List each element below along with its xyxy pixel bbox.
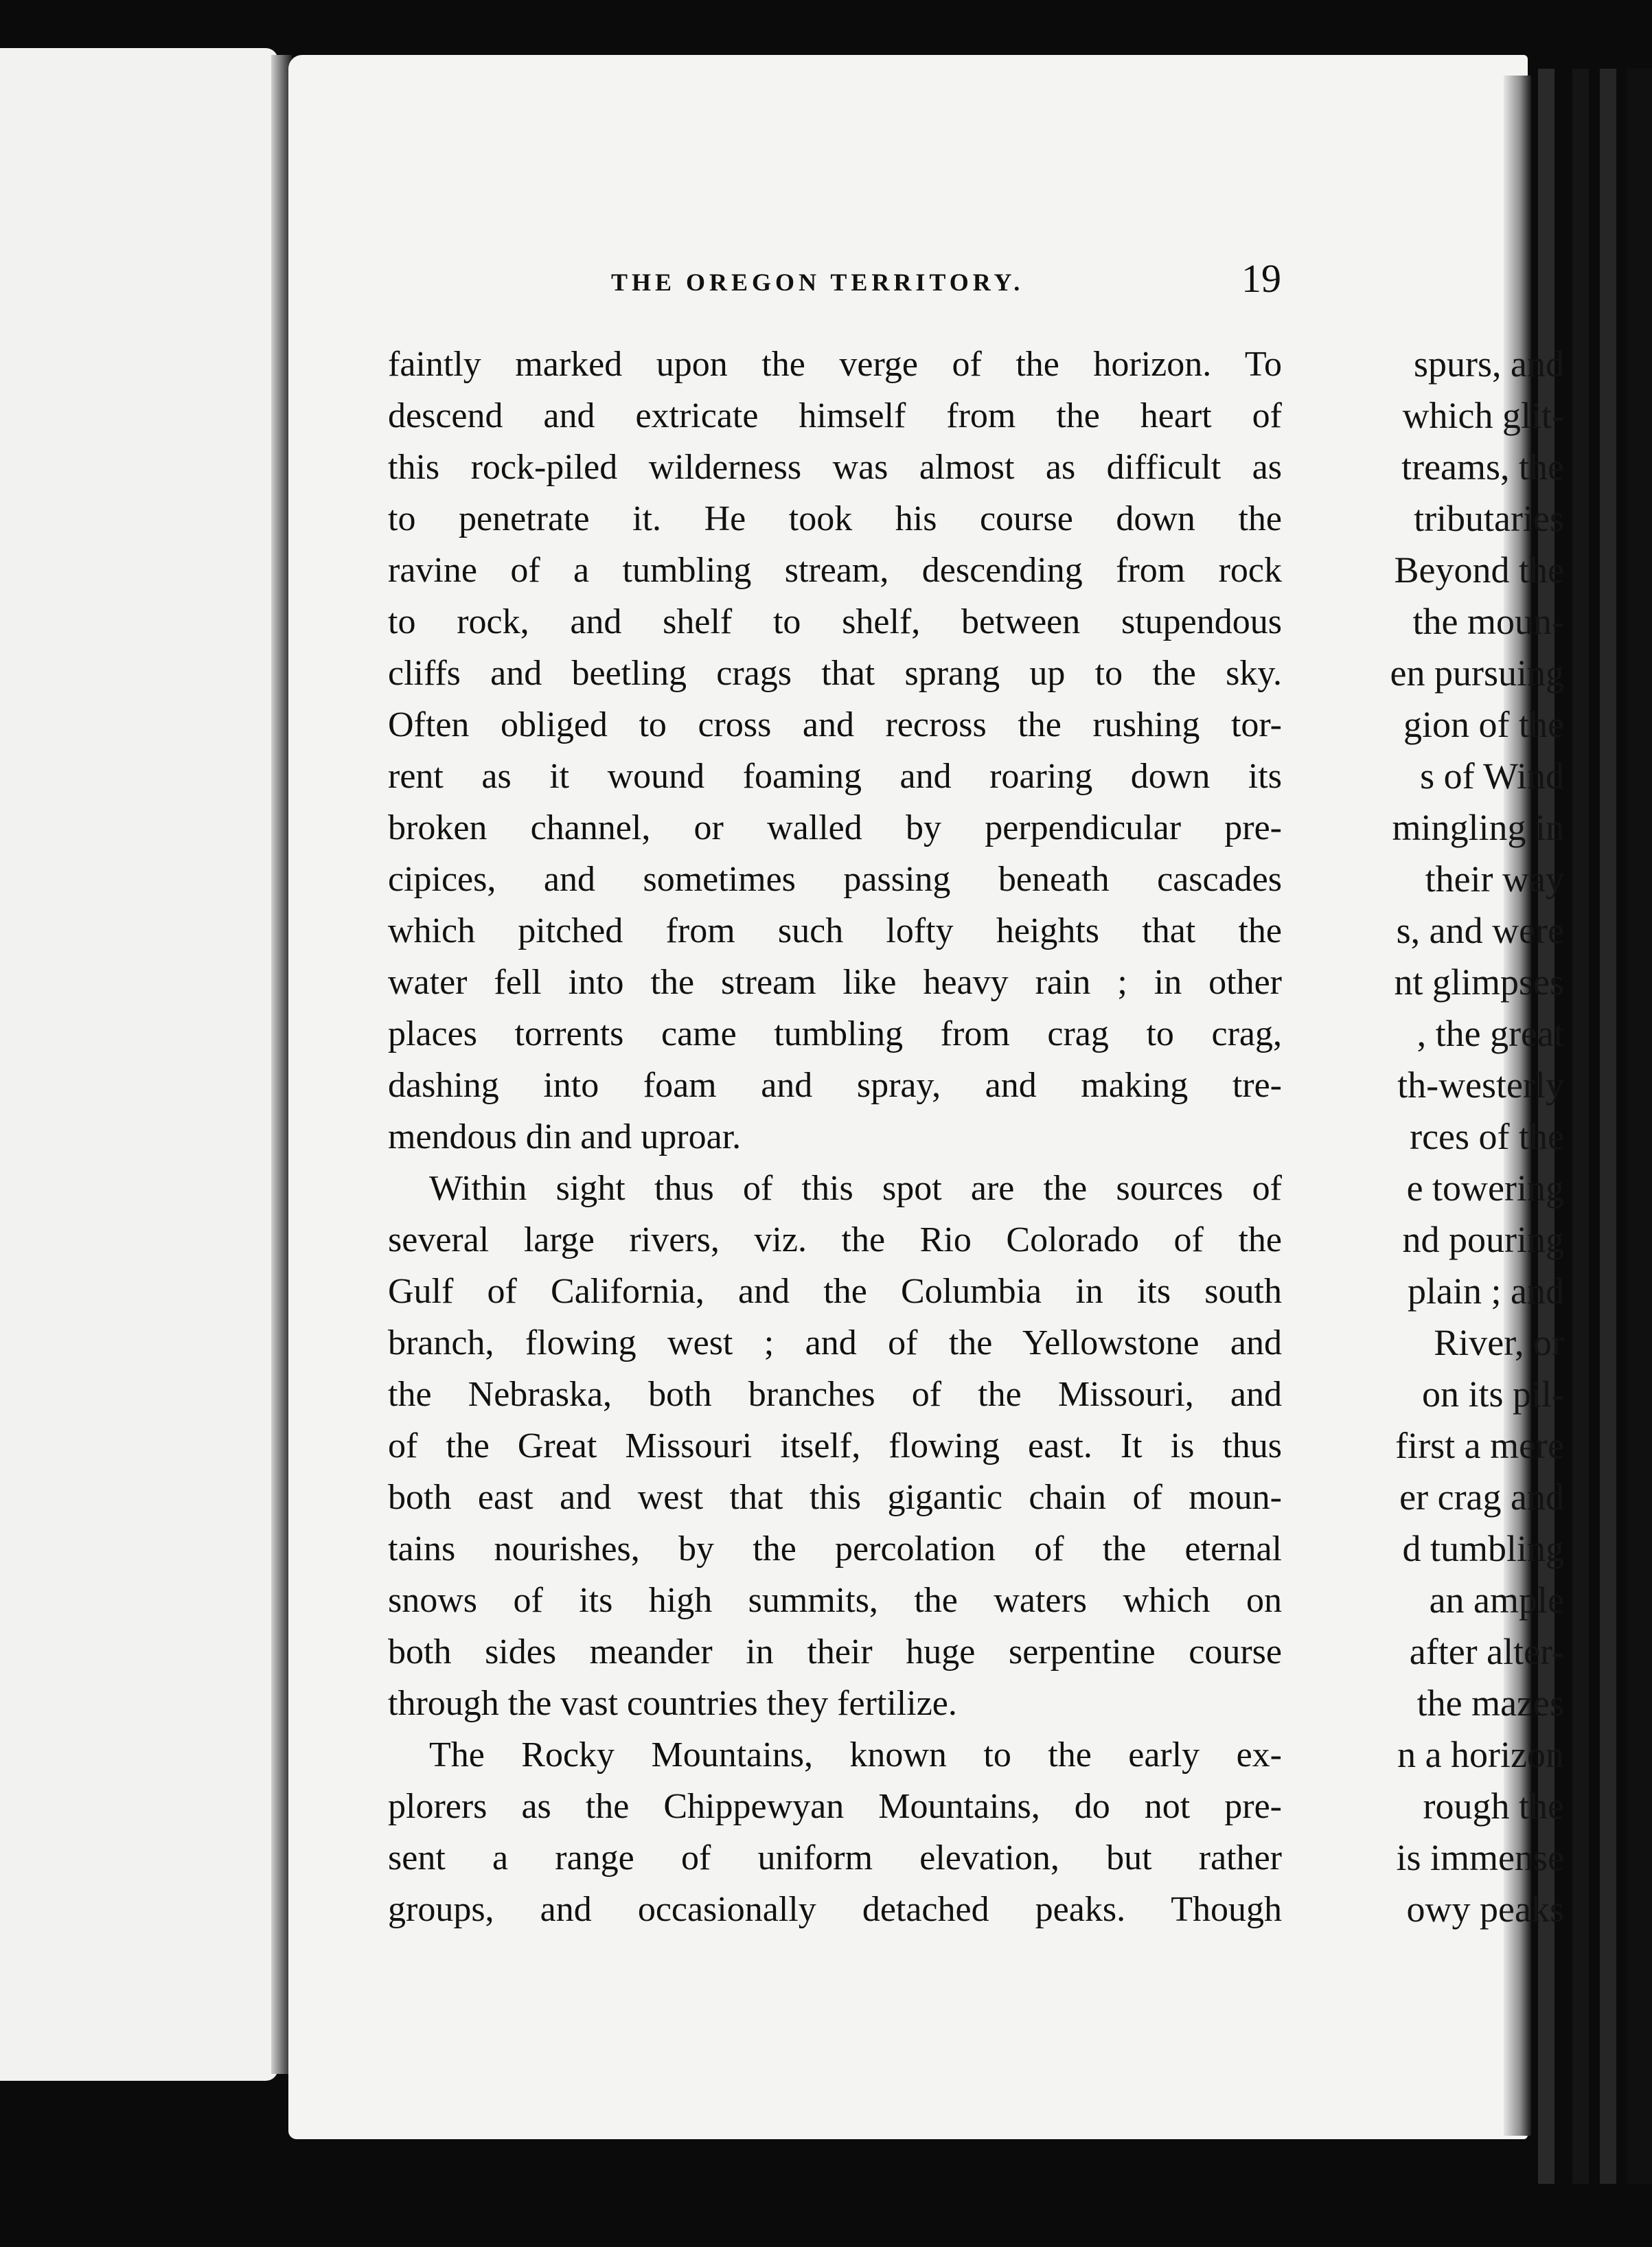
left-page-line: their way <box>1425 858 1564 900</box>
running-head: THE OREGON TERRITORY. <box>611 269 1024 296</box>
body-line: which pitched from such lofty heights that the <box>388 911 1282 950</box>
page-edge <box>1504 76 1531 2136</box>
body-line: tains nourishes, by the percolation of the eternal <box>388 1529 1282 1569</box>
body-line: to penetrate it. He took his course down the <box>388 499 1282 538</box>
left-page-line: the mazes <box>1416 1683 1564 1724</box>
left-page-line: treams, the <box>1401 446 1564 488</box>
body-line: branch, flowing west ; and of the Yellowstone and <box>388 1323 1282 1362</box>
left-page-line: on its pil- <box>1421 1373 1564 1415</box>
body-line: broken channel, or walled by perpendicular pre- <box>388 808 1282 847</box>
body-line: both east and west that this gigantic chain of moun- <box>388 1478 1282 1517</box>
body-line: dashing into foam and spray, and making tre- <box>388 1066 1282 1105</box>
body-line: Within sight thus of this spot are the sources of <box>429 1169 1282 1208</box>
left-page-line: an ample <box>1429 1579 1564 1621</box>
book-spine-strip <box>1600 69 1616 2184</box>
left-page-line: owy peaks <box>1406 1889 1564 1930</box>
left-page-line: e towering <box>1406 1167 1564 1209</box>
left-page-line: which glit- <box>1402 395 1564 436</box>
left-page-line: River, or <box>1434 1322 1564 1363</box>
left-page-line: d tumbling <box>1402 1528 1564 1569</box>
body-line: groups, and occasionally detached peaks. Though <box>388 1890 1282 1929</box>
left-page-line: the moun- <box>1412 601 1564 642</box>
left-page-line: , the great <box>1416 1013 1564 1054</box>
body-line: snows of its high summits, the waters which on <box>388 1581 1282 1620</box>
body-line: faintly marked upon the verge of the horizon. To <box>388 345 1282 384</box>
left-page-line: rough the <box>1423 1786 1564 1827</box>
body-line: places torrents came tumbling from crag to crag, <box>388 1014 1282 1053</box>
left-page-line: nd pouring <box>1402 1219 1564 1260</box>
body-line: mendous din and uproar. <box>388 1117 742 1156</box>
left-page-line: first a mere <box>1395 1425 1564 1466</box>
left-page-line: er crag and <box>1399 1476 1564 1518</box>
body-line: plorers as the Chippewyan Mountains, do not pre- <box>388 1787 1282 1826</box>
body-line: sent a range of uniform elevation, but rather <box>388 1838 1282 1878</box>
page-number: 19 <box>1241 256 1281 301</box>
left-page-line: rces of the <box>1410 1116 1564 1157</box>
body-line: descend and extricate himself from the heart of <box>388 396 1282 435</box>
body-line: The Rocky Mountains, known to the early ex- <box>429 1735 1282 1775</box>
body-line: Often obliged to cross and recross the rushing tor- <box>388 705 1282 744</box>
body-line: the Nebraska, both branches of the Missouri, and <box>388 1375 1282 1414</box>
left-page-line: n a horizon <box>1397 1734 1564 1775</box>
body-line: this rock-piled wilderness was almost as difficult as <box>388 448 1282 487</box>
left-page-line: Beyond the <box>1394 549 1564 591</box>
left-page-line: mingling in <box>1392 807 1564 848</box>
book-spine-strip <box>1627 69 1652 2184</box>
left-page-line: is immense <box>1396 1837 1564 1878</box>
body-line: of the Great Missouri itself, flowing east. It is thus <box>388 1426 1282 1465</box>
left-page-line: s of Wind <box>1420 755 1564 797</box>
left-page-line: tributaries <box>1414 498 1564 539</box>
left-page-line: en pursuing <box>1390 652 1564 694</box>
body-line: cliffs and beetling crags that sprang up to the sky. <box>388 654 1282 693</box>
left-page-line: gion of the <box>1403 704 1564 745</box>
body-line: Gulf of California, and the Columbia in its south <box>388 1272 1282 1311</box>
body-line: ravine of a tumbling stream, descending from rock <box>388 551 1282 590</box>
left-page-line: s, and were <box>1396 910 1564 951</box>
left-page-line: spurs, and <box>1414 343 1564 385</box>
left-page-line: th-westerly <box>1397 1064 1564 1106</box>
book-spine-strip <box>1572 69 1589 2184</box>
body-line: water fell into the stream like heavy rain ; in other <box>388 963 1282 1002</box>
body-line: to rock, and shelf to shelf, between stupendous <box>388 602 1282 641</box>
body-line: both sides meander in their huge serpentine course <box>388 1632 1282 1672</box>
body-line: cipices, and sometimes passing beneath cascades <box>388 860 1282 899</box>
left-page-line: after alter- <box>1409 1631 1564 1672</box>
left-page <box>0 48 278 2081</box>
body-line: rent as it wound foaming and roaring down its <box>388 757 1282 796</box>
body-line: through the vast countries they fertilize. <box>388 1684 957 1723</box>
body-line: several large rivers, viz. the Rio Colorado of the <box>388 1220 1282 1259</box>
left-page-line: plain ; and <box>1408 1270 1564 1312</box>
left-page-line: nt glimpses <box>1394 961 1564 1003</box>
